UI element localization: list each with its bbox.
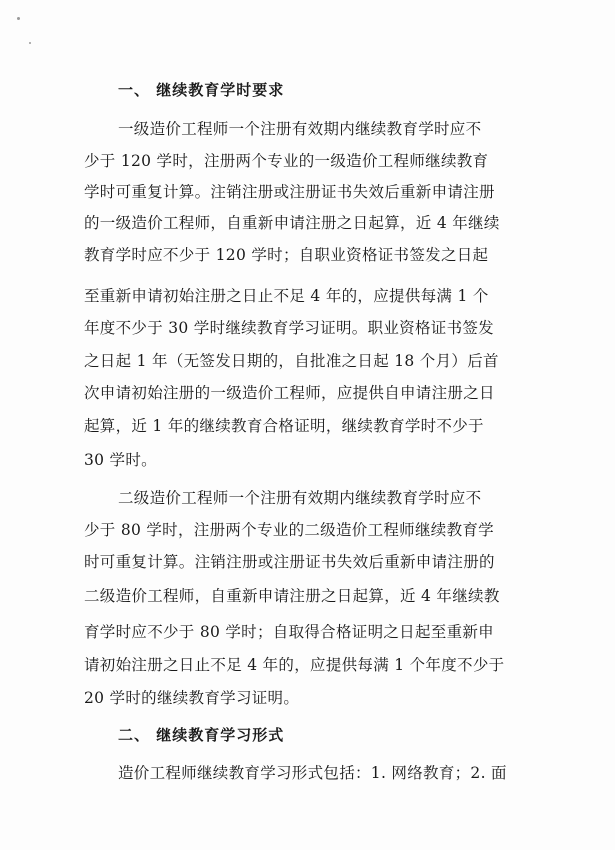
paragraph-line: 少于 120 学时，注册两个专业的一级造价工程师继续教育 (84, 152, 489, 170)
scan-speck (17, 17, 20, 20)
paragraph-line: 次申请初始注册的一级造价工程师，应提供自申请注册之日 (84, 384, 495, 402)
paragraph-line: 之日起 1 年（无签发日期的，自批准之日起 18 个月）后首 (84, 352, 499, 370)
paragraph-line: 造价工程师继续教育学习形式包括：1. 网络教育；2. 面 (118, 764, 507, 782)
paragraph-line: 一级造价工程师一个注册有效期内继续教育学时应不 (118, 120, 482, 138)
section-heading: 二、 继续教育学习形式 (118, 726, 285, 744)
paragraph-line: 的一级造价工程师，自重新申请注册之日起算，近 4 年继续 (84, 214, 500, 232)
paragraph-line: 学时可重复计算。注销注册或注册证书失效后重新申请注册 (84, 183, 495, 201)
paragraph-line: 20 学时的继续教育学习证明。 (84, 689, 300, 707)
paragraph-line: 二级造价工程师，自重新申请注册之日起算，近 4 年继续教 (84, 587, 500, 605)
paragraph-line: 请初始注册之日止不足 4 年的，应提供每满 1 个年度不少于 (84, 656, 505, 674)
scan-speck (29, 42, 31, 44)
paragraph-line: 二级造价工程师一个注册有效期内继续教育学时应不 (118, 489, 482, 507)
paragraph-line: 起算，近 1 年的继续教育合格证明，继续教育学时不少于 (84, 417, 484, 435)
paragraph-line: 育学时应不少于 80 学时；自取得合格证明之日起至重新申 (84, 623, 494, 641)
paragraph-line: 少于 80 学时，注册两个专业的二级造价工程师继续教育学 (84, 521, 494, 539)
section-heading: 一、 继续教育学时要求 (118, 81, 285, 99)
paragraph-line: 30 学时。 (84, 451, 157, 469)
paragraph-line: 教育学时应不少于 120 学时；自职业资格证书签发之日起 (84, 246, 489, 264)
paragraph-line: 时可重复计算。注销注册或注册证书失效后重新申请注册的 (84, 553, 495, 571)
paragraph-line: 至重新申请初始注册之日止不足 4 年的，应提供每满 1 个 (84, 287, 489, 305)
paragraph-line: 年度不少于 30 学时继续教育学习证明。职业资格证书签发 (84, 319, 494, 337)
